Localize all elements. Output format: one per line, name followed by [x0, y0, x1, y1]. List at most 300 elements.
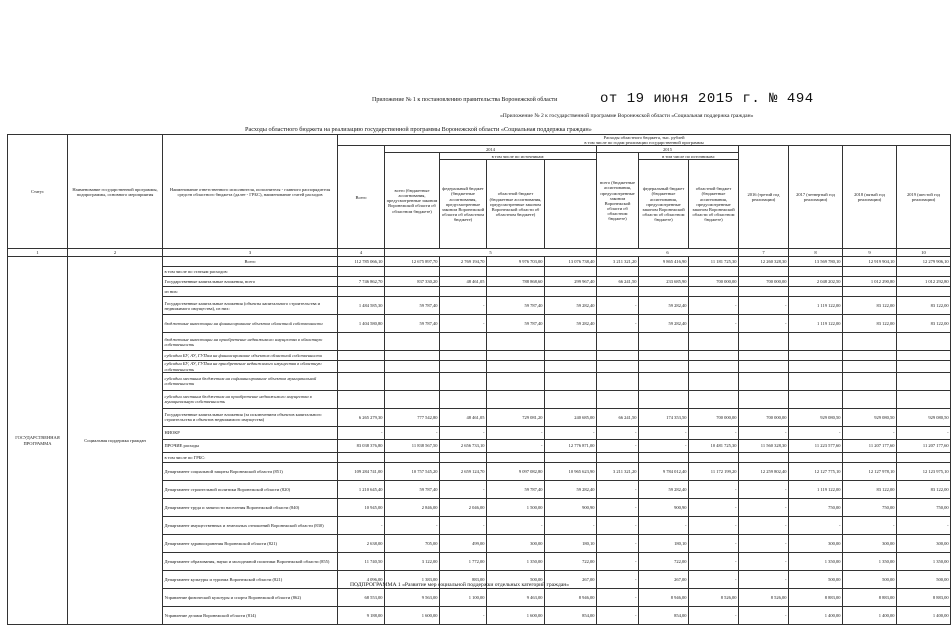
value-cell: 1 383,00: [385, 570, 440, 588]
column-number: 9: [843, 249, 897, 257]
row-label: субсидии БУ, АУ, ГУПам на приобретение недвижимого имущества в областную собственность: [163, 361, 338, 372]
value-cell: 8 883,00: [843, 588, 897, 606]
value-cell: 1 119 122,00: [789, 480, 843, 498]
value-cell: 2 046,00: [440, 498, 487, 516]
value-cell: 1 350,00: [897, 552, 951, 570]
value-cell: [597, 452, 639, 462]
value-cell: 48 461,05: [440, 277, 487, 287]
value-cell: [843, 287, 897, 297]
value-cell: [545, 267, 597, 277]
col-2014-all: всего (бюджетные ассигнования, предусмотренные законом Воронежской области об областном бюджете): [385, 153, 440, 249]
value-cell: [338, 390, 385, 408]
value-cell: -: [487, 426, 545, 439]
value-cell: 267,00: [545, 570, 597, 588]
value-cell: -: [739, 534, 789, 552]
value-cell: -: [689, 516, 739, 534]
value-cell: 59 787,40: [385, 297, 440, 315]
value-cell: [739, 351, 789, 361]
value-cell: [545, 361, 597, 372]
value-cell: [739, 333, 789, 351]
value-cell: 11 207 177,60: [897, 439, 951, 452]
value-cell: [440, 390, 487, 408]
value-cell: 299 967,40: [545, 277, 597, 287]
value-cell: 11 740,50: [338, 552, 385, 570]
value-cell: 1 350,00: [789, 552, 843, 570]
col-2014-blank: [545, 160, 597, 249]
column-numbers-row: [8, 249, 951, 257]
value-cell: 11 223 577,60: [789, 439, 843, 452]
row-label: Управление делами Воронежской области (814): [163, 606, 338, 624]
value-cell: 1 400,00: [789, 606, 843, 624]
value-cell: [597, 390, 639, 408]
value-cell: 1 350,00: [487, 552, 545, 570]
value-cell: 83 122,00: [897, 315, 951, 333]
column-number: 10: [897, 249, 951, 257]
value-cell: [789, 361, 843, 372]
value-cell: [739, 372, 789, 390]
value-cell: -: [597, 516, 639, 534]
value-cell: -: [487, 516, 545, 534]
value-cell: 12 127 775,10: [789, 462, 843, 480]
value-cell: [487, 452, 545, 462]
value-cell: 59 282,40: [639, 315, 689, 333]
value-cell: [545, 390, 597, 408]
value-cell: -: [689, 552, 739, 570]
value-cell: 705,00: [385, 534, 440, 552]
value-cell: [545, 452, 597, 462]
col-2014-reg: областной бюджет (бюджетные ассигнования, предусмотренные законом Воронежской области об областном бюджете): [487, 160, 545, 249]
value-cell: -: [739, 297, 789, 315]
value-cell: 900,90: [639, 498, 689, 516]
value-cell: [338, 372, 385, 390]
value-cell: [689, 287, 739, 297]
value-cell: 66 241,50: [597, 408, 639, 426]
row-label: Департамент имущественных и земельных отношений Воронежской области (830): [163, 516, 338, 534]
value-cell: 180,10: [545, 534, 597, 552]
value-cell: [897, 267, 951, 277]
column-number: 8: [789, 249, 843, 257]
value-cell: 10 481 725,30: [689, 439, 739, 452]
value-cell: 500,00: [789, 570, 843, 588]
value-cell: [739, 390, 789, 408]
col-2016: 2016 (третий год реализации): [739, 146, 789, 249]
value-cell: [487, 287, 545, 297]
value-cell: [597, 333, 639, 351]
value-cell: -: [487, 439, 545, 452]
resolution-date-number: от 19 июня 2015 г. № 494: [600, 91, 814, 107]
value-cell: [440, 287, 487, 297]
row-label: в том числе по ГРБС:: [163, 452, 338, 462]
value-cell: 300,00: [843, 534, 897, 552]
value-cell: 700 000,00: [739, 408, 789, 426]
value-cell: 722,00: [639, 552, 689, 570]
row-label: в том числе по статьям расходов:: [163, 267, 338, 277]
value-cell: 12 919 904,10: [843, 257, 897, 267]
value-cell: [338, 333, 385, 351]
row-label: из них:: [163, 287, 338, 297]
value-cell: [545, 287, 597, 297]
row-label: Государственные капитальные вложения (объекты капитального строительства и недвижимого имущества), из них:: [163, 297, 338, 315]
col-2018: 2018 (пятый год реализации): [843, 146, 897, 249]
value-cell: 68 553,00: [338, 588, 385, 606]
value-cell: 700 000,00: [689, 277, 739, 287]
value-cell: [639, 333, 689, 351]
value-cell: [897, 452, 951, 462]
value-cell: [739, 361, 789, 372]
value-cell: -: [897, 516, 951, 534]
column-number: 4: [338, 249, 385, 257]
value-cell: 48 461,05: [440, 408, 487, 426]
value-cell: -: [897, 426, 951, 439]
value-cell: 837 330,20: [385, 277, 440, 287]
value-cell: [689, 333, 739, 351]
value-cell: 59 787,40: [385, 315, 440, 333]
value-cell: -: [597, 588, 639, 606]
value-cell: 2 048 202,50: [789, 277, 843, 287]
row-label: Департамент здравоохранения Воронежской области (821): [163, 534, 338, 552]
value-cell: [597, 372, 639, 390]
value-cell: -: [639, 439, 689, 452]
value-cell: [639, 390, 689, 408]
subprogram-footer: ПОДПРОГРАММА 1 «Развитие мер социальной поддержки отдельных категорий граждан»: [350, 582, 570, 588]
value-cell: 1 012 292,80: [897, 277, 951, 287]
value-cell: 59 282,40: [639, 297, 689, 315]
row-label: Департамент труда и занятости населения Воронежской области (840): [163, 498, 338, 516]
value-cell: [338, 287, 385, 297]
value-cell: [897, 372, 951, 390]
value-cell: [897, 390, 951, 408]
row-label: Департамент социальной защиты Воронежской области (851): [163, 462, 338, 480]
value-cell: 1 500,00: [487, 498, 545, 516]
value-cell: 750,00: [789, 498, 843, 516]
value-cell: [843, 390, 897, 408]
value-cell: 12 675 897,70: [385, 257, 440, 267]
row-label: ПРОЧИЕ расходы: [163, 439, 338, 452]
program-cell: Социальная поддержка граждан: [68, 257, 163, 624]
col-2019: 2019 (шестой год реализации): [897, 146, 951, 249]
value-cell: 9 784 012,40: [639, 462, 689, 480]
table-row: [8, 257, 951, 267]
value-cell: [843, 267, 897, 277]
value-cell: [739, 287, 789, 297]
appendix-subtitle: «Приложение № 2 к государственной программе Воронежской области «Социальная поддержка граждан»: [500, 113, 754, 119]
value-cell: -: [440, 426, 487, 439]
value-cell: 6 265 279,30: [338, 408, 385, 426]
value-cell: 8 883,00: [897, 588, 951, 606]
value-cell: -: [597, 439, 639, 452]
value-cell: [385, 287, 440, 297]
value-cell: -: [385, 516, 440, 534]
value-cell: [789, 267, 843, 277]
value-cell: 83 122,00: [843, 297, 897, 315]
value-cell: 900,90: [545, 498, 597, 516]
value-cell: [689, 390, 739, 408]
value-cell: 59 282,40: [639, 480, 689, 498]
value-cell: [789, 372, 843, 390]
column-number: 6: [597, 249, 739, 257]
value-cell: -: [843, 516, 897, 534]
group-sub-label: в том числе по годам реализации государственной программы: [584, 140, 704, 146]
row-label: субсидии местным бюджетам на софинансирование объектов муниципальной собственности: [163, 372, 338, 390]
row-label: бюджетные инвестиции на приобретение недвижимого имущества в областную собственность: [163, 333, 338, 351]
value-cell: [385, 267, 440, 277]
value-cell: 10 757 545,20: [385, 462, 440, 480]
value-cell: 777 542,80: [385, 408, 440, 426]
value-cell: 1 600,00: [385, 606, 440, 624]
value-cell: 59 282,40: [545, 297, 597, 315]
value-cell: 1 400,00: [897, 606, 951, 624]
value-cell: -: [338, 426, 385, 439]
value-cell: -: [639, 426, 689, 439]
value-cell: [440, 267, 487, 277]
value-cell: 8 526,00: [689, 588, 739, 606]
value-cell: -: [597, 315, 639, 333]
col-2015-including: в том числе по источникам:: [639, 153, 739, 160]
col-2014-including: в том числе по источникам:: [440, 153, 597, 160]
value-cell: 300,00: [789, 534, 843, 552]
value-cell: 9 097 082,80: [487, 462, 545, 480]
value-cell: -: [739, 426, 789, 439]
value-cell: [385, 333, 440, 351]
value-cell: [897, 287, 951, 297]
value-cell: 83 122,00: [843, 315, 897, 333]
value-cell: -: [338, 516, 385, 534]
value-cell: 3 211 321,20: [597, 462, 639, 480]
value-cell: [440, 361, 487, 372]
value-cell: [639, 372, 689, 390]
value-cell: 12 279 906,10: [897, 257, 951, 267]
column-number: 3: [163, 249, 338, 257]
value-cell: 750,00: [843, 498, 897, 516]
value-cell: [487, 372, 545, 390]
value-cell: [385, 361, 440, 372]
row-label: Департамент строительной политики Воронежской области (820): [163, 480, 338, 498]
col-indicator: Наименование ответственного исполнителя, исполнителя - главного распорядителя средств областного бюджета (далее - ГРБС), наименование статей расходов: [163, 135, 338, 249]
value-cell: [385, 390, 440, 408]
value-cell: 267,00: [639, 570, 689, 588]
value-cell: -: [739, 498, 789, 516]
value-cell: 11 172 199,20: [689, 462, 739, 480]
value-cell: 12 123 975,10: [897, 462, 951, 480]
value-cell: [597, 287, 639, 297]
value-cell: [789, 333, 843, 351]
value-cell: 2 659 124,70: [440, 462, 487, 480]
col-group-top: [338, 135, 951, 146]
value-cell: -: [689, 606, 739, 624]
value-cell: 1 012 290,80: [843, 277, 897, 287]
column-number: 5: [385, 249, 597, 257]
value-cell: 109 284 741,00: [338, 462, 385, 480]
value-cell: -: [597, 426, 639, 439]
value-cell: 854,00: [639, 606, 689, 624]
value-cell: 180,10: [639, 534, 689, 552]
value-cell: 59 787,40: [487, 315, 545, 333]
value-cell: 1 404 580,80: [338, 315, 385, 333]
row-label: субсидии БУ, АУ, ГУПам на финансирование объектов областной собственности: [163, 351, 338, 361]
value-cell: 8 946,00: [545, 588, 597, 606]
col-year-2014: 2014: [385, 146, 597, 153]
value-cell: [385, 351, 440, 361]
value-cell: -: [440, 297, 487, 315]
value-cell: -: [789, 516, 843, 534]
value-cell: 11 207 177,60: [843, 439, 897, 452]
value-cell: 59 787,40: [385, 480, 440, 498]
value-cell: [487, 361, 545, 372]
value-cell: -: [689, 498, 739, 516]
value-cell: [639, 287, 689, 297]
value-cell: 83 038 376,80: [338, 439, 385, 452]
value-cell: [597, 267, 639, 277]
value-cell: [440, 351, 487, 361]
value-cell: -: [639, 516, 689, 534]
value-cell: -: [739, 552, 789, 570]
value-cell: [440, 372, 487, 390]
value-cell: 11 838 567,50: [385, 439, 440, 452]
value-cell: [385, 372, 440, 390]
value-cell: [385, 452, 440, 462]
expenditure-table: [7, 134, 951, 625]
value-cell: 2 846,00: [385, 498, 440, 516]
value-cell: -: [597, 606, 639, 624]
value-cell: 1 400,00: [843, 606, 897, 624]
value-cell: [739, 267, 789, 277]
value-cell: [487, 390, 545, 408]
value-cell: -: [843, 426, 897, 439]
col-status: Статус: [8, 135, 68, 249]
value-cell: 883,00: [440, 570, 487, 588]
value-cell: [689, 361, 739, 372]
value-cell: -: [739, 570, 789, 588]
value-cell: 83 122,00: [897, 297, 951, 315]
value-cell: 929 080,50: [897, 408, 951, 426]
value-cell: [843, 452, 897, 462]
value-cell: [545, 351, 597, 361]
value-cell: [843, 361, 897, 372]
column-number: 1: [8, 249, 68, 257]
value-cell: 929 080,50: [789, 408, 843, 426]
value-cell: 9 188,00: [338, 606, 385, 624]
value-cell: 2 638,00: [338, 534, 385, 552]
value-cell: -: [739, 606, 789, 624]
value-cell: 2 656 733,10: [440, 439, 487, 452]
value-cell: 59 787,40: [487, 480, 545, 498]
value-cell: 700 000,00: [689, 408, 739, 426]
value-cell: -: [440, 516, 487, 534]
value-cell: 500,00: [897, 570, 951, 588]
value-cell: [338, 351, 385, 361]
value-cell: 9 976 703,00: [487, 257, 545, 267]
value-cell: -: [689, 426, 739, 439]
value-cell: [545, 333, 597, 351]
value-cell: 12 776 871,00: [545, 439, 597, 452]
value-cell: 66 241,50: [597, 277, 639, 287]
value-cell: [440, 452, 487, 462]
value-cell: [639, 351, 689, 361]
value-cell: 2 769 194,70: [440, 257, 487, 267]
value-cell: 13 569 780,10: [789, 257, 843, 267]
value-cell: -: [689, 480, 739, 498]
col-program: Наименование государственной программы, подпрограммы, основного мероприятия: [68, 135, 163, 249]
col-2017: 2017 (четвертый год реализации): [789, 146, 843, 249]
value-cell: 10 965 623,90: [545, 462, 597, 480]
value-cell: -: [597, 297, 639, 315]
column-number: 2: [68, 249, 163, 257]
value-cell: 1 600,00: [487, 606, 545, 624]
value-cell: 233 685,90: [639, 277, 689, 287]
col-total: Всего: [338, 146, 385, 249]
col-2015-all: всего (бюджетные ассигнования, предусмотренные законом Воронежской области об областном бюджете): [597, 153, 639, 249]
value-cell: [689, 372, 739, 390]
value-cell: [689, 452, 739, 462]
value-cell: 13 076 738,40: [545, 257, 597, 267]
value-cell: 12 260 328,30: [739, 257, 789, 267]
value-cell: 788 868,60: [487, 277, 545, 287]
value-cell: 1 210 645,40: [338, 480, 385, 498]
row-label: Управление физической культуры и спорта Воронежской области (862): [163, 588, 338, 606]
value-cell: 12 259 802,40: [739, 462, 789, 480]
value-cell: 8 883,00: [789, 588, 843, 606]
value-cell: 83 122,00: [843, 480, 897, 498]
value-cell: 59 282,40: [545, 480, 597, 498]
row-label: Департамент образования, науки и молодежной политики Воронежской области (855): [163, 552, 338, 570]
row-label: Департамент культуры и туризма Воронежской области (821): [163, 570, 338, 588]
value-cell: -: [440, 480, 487, 498]
value-cell: 7 746 862,70: [338, 277, 385, 287]
value-cell: -: [597, 552, 639, 570]
value-cell: 499,00: [440, 534, 487, 552]
value-cell: 8 946,00: [639, 588, 689, 606]
value-cell: [843, 372, 897, 390]
value-cell: 9 563,00: [385, 588, 440, 606]
value-cell: 9 463,00: [487, 588, 545, 606]
value-cell: 9 865 416,90: [639, 257, 689, 267]
value-cell: [789, 452, 843, 462]
appendix-prefix: Приложение № 1 к постановлению правительства Воронежской области: [372, 97, 558, 103]
value-cell: 174 353,50: [639, 408, 689, 426]
value-cell: -: [597, 498, 639, 516]
value-cell: -: [440, 606, 487, 624]
value-cell: [338, 267, 385, 277]
value-cell: 1 350,00: [843, 552, 897, 570]
row-label: Всего: [163, 257, 338, 267]
value-cell: 1 484 585,30: [338, 297, 385, 315]
value-cell: -: [739, 480, 789, 498]
value-cell: [487, 267, 545, 277]
value-cell: 700 000,00: [739, 277, 789, 287]
value-cell: 3 211 321,20: [597, 257, 639, 267]
value-cell: [639, 267, 689, 277]
value-cell: 12 127 978,10: [843, 462, 897, 480]
value-cell: 929 080,50: [843, 408, 897, 426]
value-cell: -: [545, 516, 597, 534]
value-cell: 1 772,00: [440, 552, 487, 570]
value-cell: -: [739, 516, 789, 534]
value-cell: -: [385, 426, 440, 439]
value-cell: -: [440, 315, 487, 333]
col-year-2015: 2015: [597, 146, 739, 153]
value-cell: 10 945,00: [338, 498, 385, 516]
value-cell: -: [689, 315, 739, 333]
col-2015-fed: федеральный бюджет (бюджетные ассигнования, предусмотренные законом Воронежской области об областном бюджете): [639, 160, 689, 249]
value-cell: [897, 333, 951, 351]
value-cell: -: [597, 480, 639, 498]
value-cell: -: [597, 570, 639, 588]
value-cell: 83 122,00: [897, 480, 951, 498]
value-cell: [487, 333, 545, 351]
value-cell: 1 100,00: [440, 588, 487, 606]
group-top-label: Расходы областного бюджета, тыс. рублей: [603, 135, 685, 140]
value-cell: -: [689, 297, 739, 315]
